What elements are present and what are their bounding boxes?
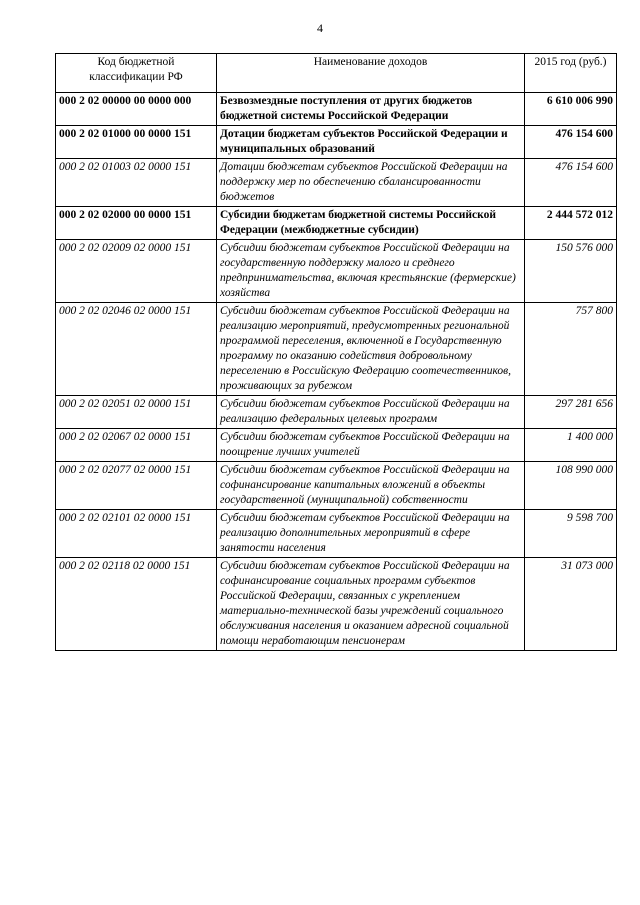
row-code: 000 2 02 01000 00 0000 151 <box>56 126 217 159</box>
table-header-row <box>56 54 617 93</box>
row-sum: 476 154 600 <box>525 126 617 159</box>
row-name: Субсидии бюджетам субъектов Российской Федерации на реализацию дополнительных мероприятий в сфере занятости населения <box>217 510 525 558</box>
row-sum: 297 281 656 <box>525 396 617 429</box>
row-sum: 757 800 <box>525 303 617 396</box>
row-name: Субсидии бюджетам субъектов Российской Федерации на реализацию федеральных целевых программ <box>217 396 525 429</box>
page-number: 4 <box>317 21 323 35</box>
revenue-table <box>55 53 617 651</box>
table-row <box>56 462 617 510</box>
table-row <box>56 159 617 207</box>
row-sum: 476 154 600 <box>525 159 617 207</box>
row-code: 000 2 02 02046 02 0000 151 <box>56 303 217 396</box>
row-sum: 1 400 000 <box>525 429 617 462</box>
table-row <box>56 429 617 462</box>
table-row <box>56 240 617 303</box>
row-code: 000 2 02 00000 00 0000 000 <box>56 93 217 126</box>
row-sum: 108 990 000 <box>525 462 617 510</box>
row-sum: 9 598 700 <box>525 510 617 558</box>
row-name: Субсидии бюджетам субъектов Российской Федерации на государственную поддержку малого и среднего предпринимательства, включая крестьянские (фермерские) хозяйства <box>217 240 525 303</box>
row-code: 000 2 02 02067 02 0000 151 <box>56 429 217 462</box>
header-name: Наименование доходов <box>217 54 525 93</box>
row-code: 000 2 02 02051 02 0000 151 <box>56 396 217 429</box>
table-row <box>56 510 617 558</box>
table-row <box>56 126 617 159</box>
row-code: 000 2 02 02000 00 0000 151 <box>56 207 217 240</box>
row-code: 000 2 02 02118 02 0000 151 <box>56 558 217 651</box>
row-name: Дотации бюджетам субъектов Российской Федерации и муниципальных образований <box>217 126 525 159</box>
row-sum: 6 610 006 990 <box>525 93 617 126</box>
row-sum: 31 073 000 <box>525 558 617 651</box>
row-name: Субсидии бюджетам субъектов Российской Федерации на реализацию мероприятий, предусмотренных региональной программой переселения, включенной в Государственную программу по оказанию содействия добровольному переселению в Российскую Федерацию соотечественников, проживающих за рубежом <box>217 303 525 396</box>
row-sum: 2 444 572 012 <box>525 207 617 240</box>
row-code: 000 2 02 02077 02 0000 151 <box>56 462 217 510</box>
table-row <box>56 207 617 240</box>
row-name: Дотации бюджетам субъектов Российской Федерации на поддержку мер по обеспечению сбалансированности бюджетов <box>217 159 525 207</box>
row-code: 000 2 02 02101 02 0000 151 <box>56 510 217 558</box>
row-name: Субсидии бюджетам субъектов Российской Федерации на поощрение лучших учителей <box>217 429 525 462</box>
row-name: Субсидии бюджетам бюджетной системы Российской Федерации (межбюджетные субсидии) <box>217 207 525 240</box>
header-sum: 2015 год (руб.) <box>525 54 617 93</box>
row-name: Безвозмездные поступления от других бюджетов бюджетной системы Российской Федерации <box>217 93 525 126</box>
row-name: Субсидии бюджетам субъектов Российской Федерации на софинансирование капитальных вложений в объекты государственной (муниципальной) собственности <box>217 462 525 510</box>
table-row <box>56 396 617 429</box>
table-row <box>56 303 617 396</box>
header-code: Код бюджетной классификации РФ <box>56 54 217 93</box>
row-sum: 150 576 000 <box>525 240 617 303</box>
table-row <box>56 558 617 651</box>
table-row <box>56 93 617 126</box>
row-name: Субсидии бюджетам субъектов Российской Федерации на софинансирование социальных программ субъектов Российской Федерации, связанных с укреплением материально-технической базы учреждений социального обслуживания населения и оказанием адресной социальной помощи неработающим пенсионерам <box>217 558 525 651</box>
row-code: 000 2 02 01003 02 0000 151 <box>56 159 217 207</box>
row-code: 000 2 02 02009 02 0000 151 <box>56 240 217 303</box>
